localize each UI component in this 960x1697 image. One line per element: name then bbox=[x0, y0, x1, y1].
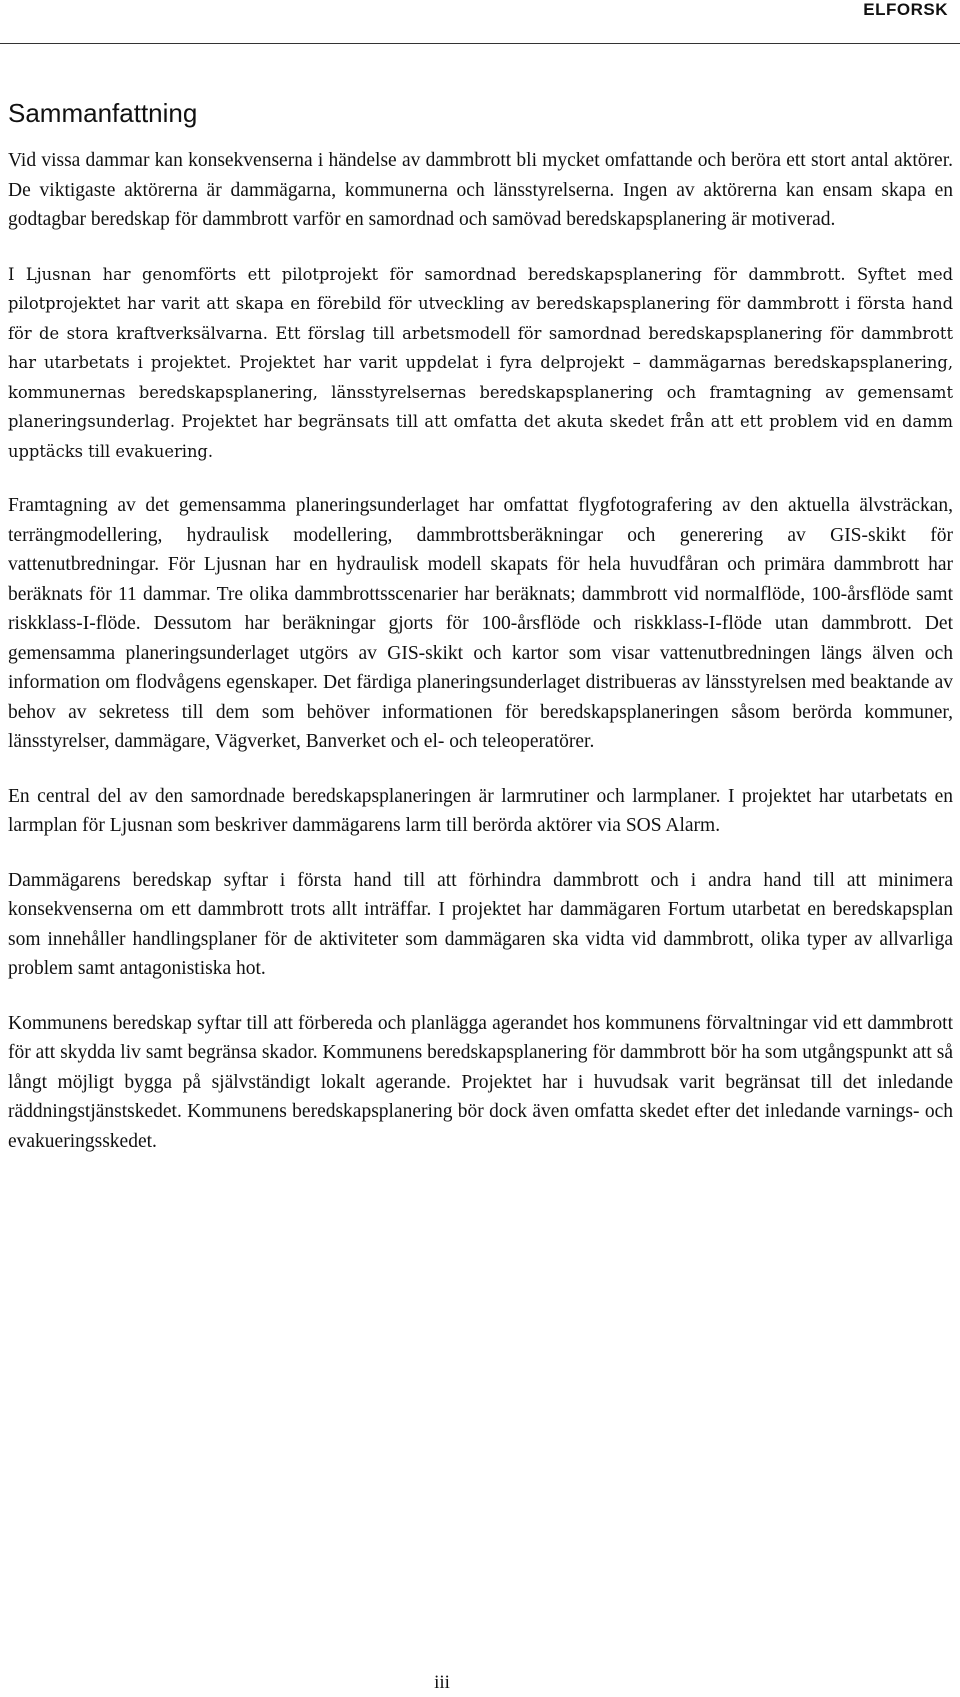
paragraph-alarm-routines: En central del av den samordnade beredskapsplaneringen är larmrutiner och larmplaner. I projektet har utarbetats en larmplan för Ljusnan som beskriver dammägarens larm till berörda aktörer via SOS Alarm. bbox=[8, 785, 953, 836]
page-number: iii bbox=[434, 1672, 450, 1693]
paragraph-municipality: Kommunens beredskap syftar till att förbereda och planlägga agerandet hos kommunens förvaltningar vid ett dammbrott för att skydda liv samt begränsa skador. Kommunens beredskapsplanering för dammbrott bör ha som utgångspunkt att så långt möjligt bygga på självständigt lokalt agerande. Projektet har i huvudsak varit begränsat till det inledande räddningstjänstskedet. Kommunens beredskapsplanering bör dock även omfatta skedet efter det inledande varnings- och evakueringsskedet. bbox=[8, 1012, 953, 1152]
header-brand: ELFORSK bbox=[863, 0, 948, 19]
paragraph-dam-owner: Dammägarens beredskap syftar i första hand till att förhindra dammbrott och i andra hand till att minimera konsekvenserna om ett dammbrott trots allt inträffar. I projektet har dammägaren Fortum utarbetat en beredskapsplan som innehåller handlingsplaner för de aktiviteter som dammägaren ska vidta vid dammbrott, olika typer av allvarliga problem samt antagonistiska hot. bbox=[8, 869, 953, 979]
section-title: Sammanfattning bbox=[8, 98, 198, 128]
paragraph-intro: Vid vissa dammar kan konsekvenserna i händelse av dammbrott bli mycket omfattande och beröra ett stort antal aktörer. De viktigaste aktörerna är dammägarna, kommunerna och länsstyrelserna. Ingen av aktörerna kan ensam skapa en godtagbar beredskap för dammbrott varför en samordnad och samövad beredskapsplanering är motiverad. bbox=[8, 150, 953, 230]
paragraph-pilot-project: I Ljusnan har genomförts ett pilotprojekt för samordnad beredskapsplanering för dammbrott. Syftet med pilotprojektet har varit att skapa en förebild för utveckling av beredskapsplanering för dammbrott i första hand för de stora kraftverksälvarna. Ett förslag till arbetsmodell för samordnad beredskapsplanering för dammbrott har utarbetats i projektet. Projektet har varit uppdelat i fyra delprojekt – dammägarnas beredskapsplanering, kommunernas beredskapsplanering, länsstyrelsernas beredskapsplanering och framtagning av gemensamt planeringsunderlag. Projektet har begränsats till att omfatta det akuta skedet från att ett problem vid en damm upptäcks till evakuering. bbox=[8, 264, 953, 461]
paragraph-planning-basis: Framtagning av det gemensamma planeringsunderlaget har omfattat flygfotografering av den aktuella älvsträckan, terrängmodellering, hydraulisk modellering, dammbrottsberäkningar och generering av GIS-skikt för vattenutbredningar. För Ljusnan har en hydraulisk modell skapats för hela huvudfåran och primära dammbrott har beräknats för 11 dammar. Tre olika dammbrottsscenarier har beräknats; dammbrott vid normalflöde, 100-årsflöde samt riskklass-I-flöde. Dessutom har beräkningar gjorts för 100-årsflöde och riskklass-I-flöde utan dammbrott. Det gemensamma planeringsunderlaget utgörs av GIS-skikt och kartor som visar vattenutbredningen längs älven och information om flodvågens egenskaper. Det färdiga planeringsunderlaget distribueras av länsstyrelsen med beaktande av behov av sekretess till dem som behöver informationen för beredskapsplaneringen såsom berörda kommuner, länsstyrelser, dammägare, Vägverket, Banverket och el- och teleoperatörer. bbox=[8, 495, 953, 752]
header-divider bbox=[0, 43, 960, 44]
document-body bbox=[8, 96, 953, 1181]
